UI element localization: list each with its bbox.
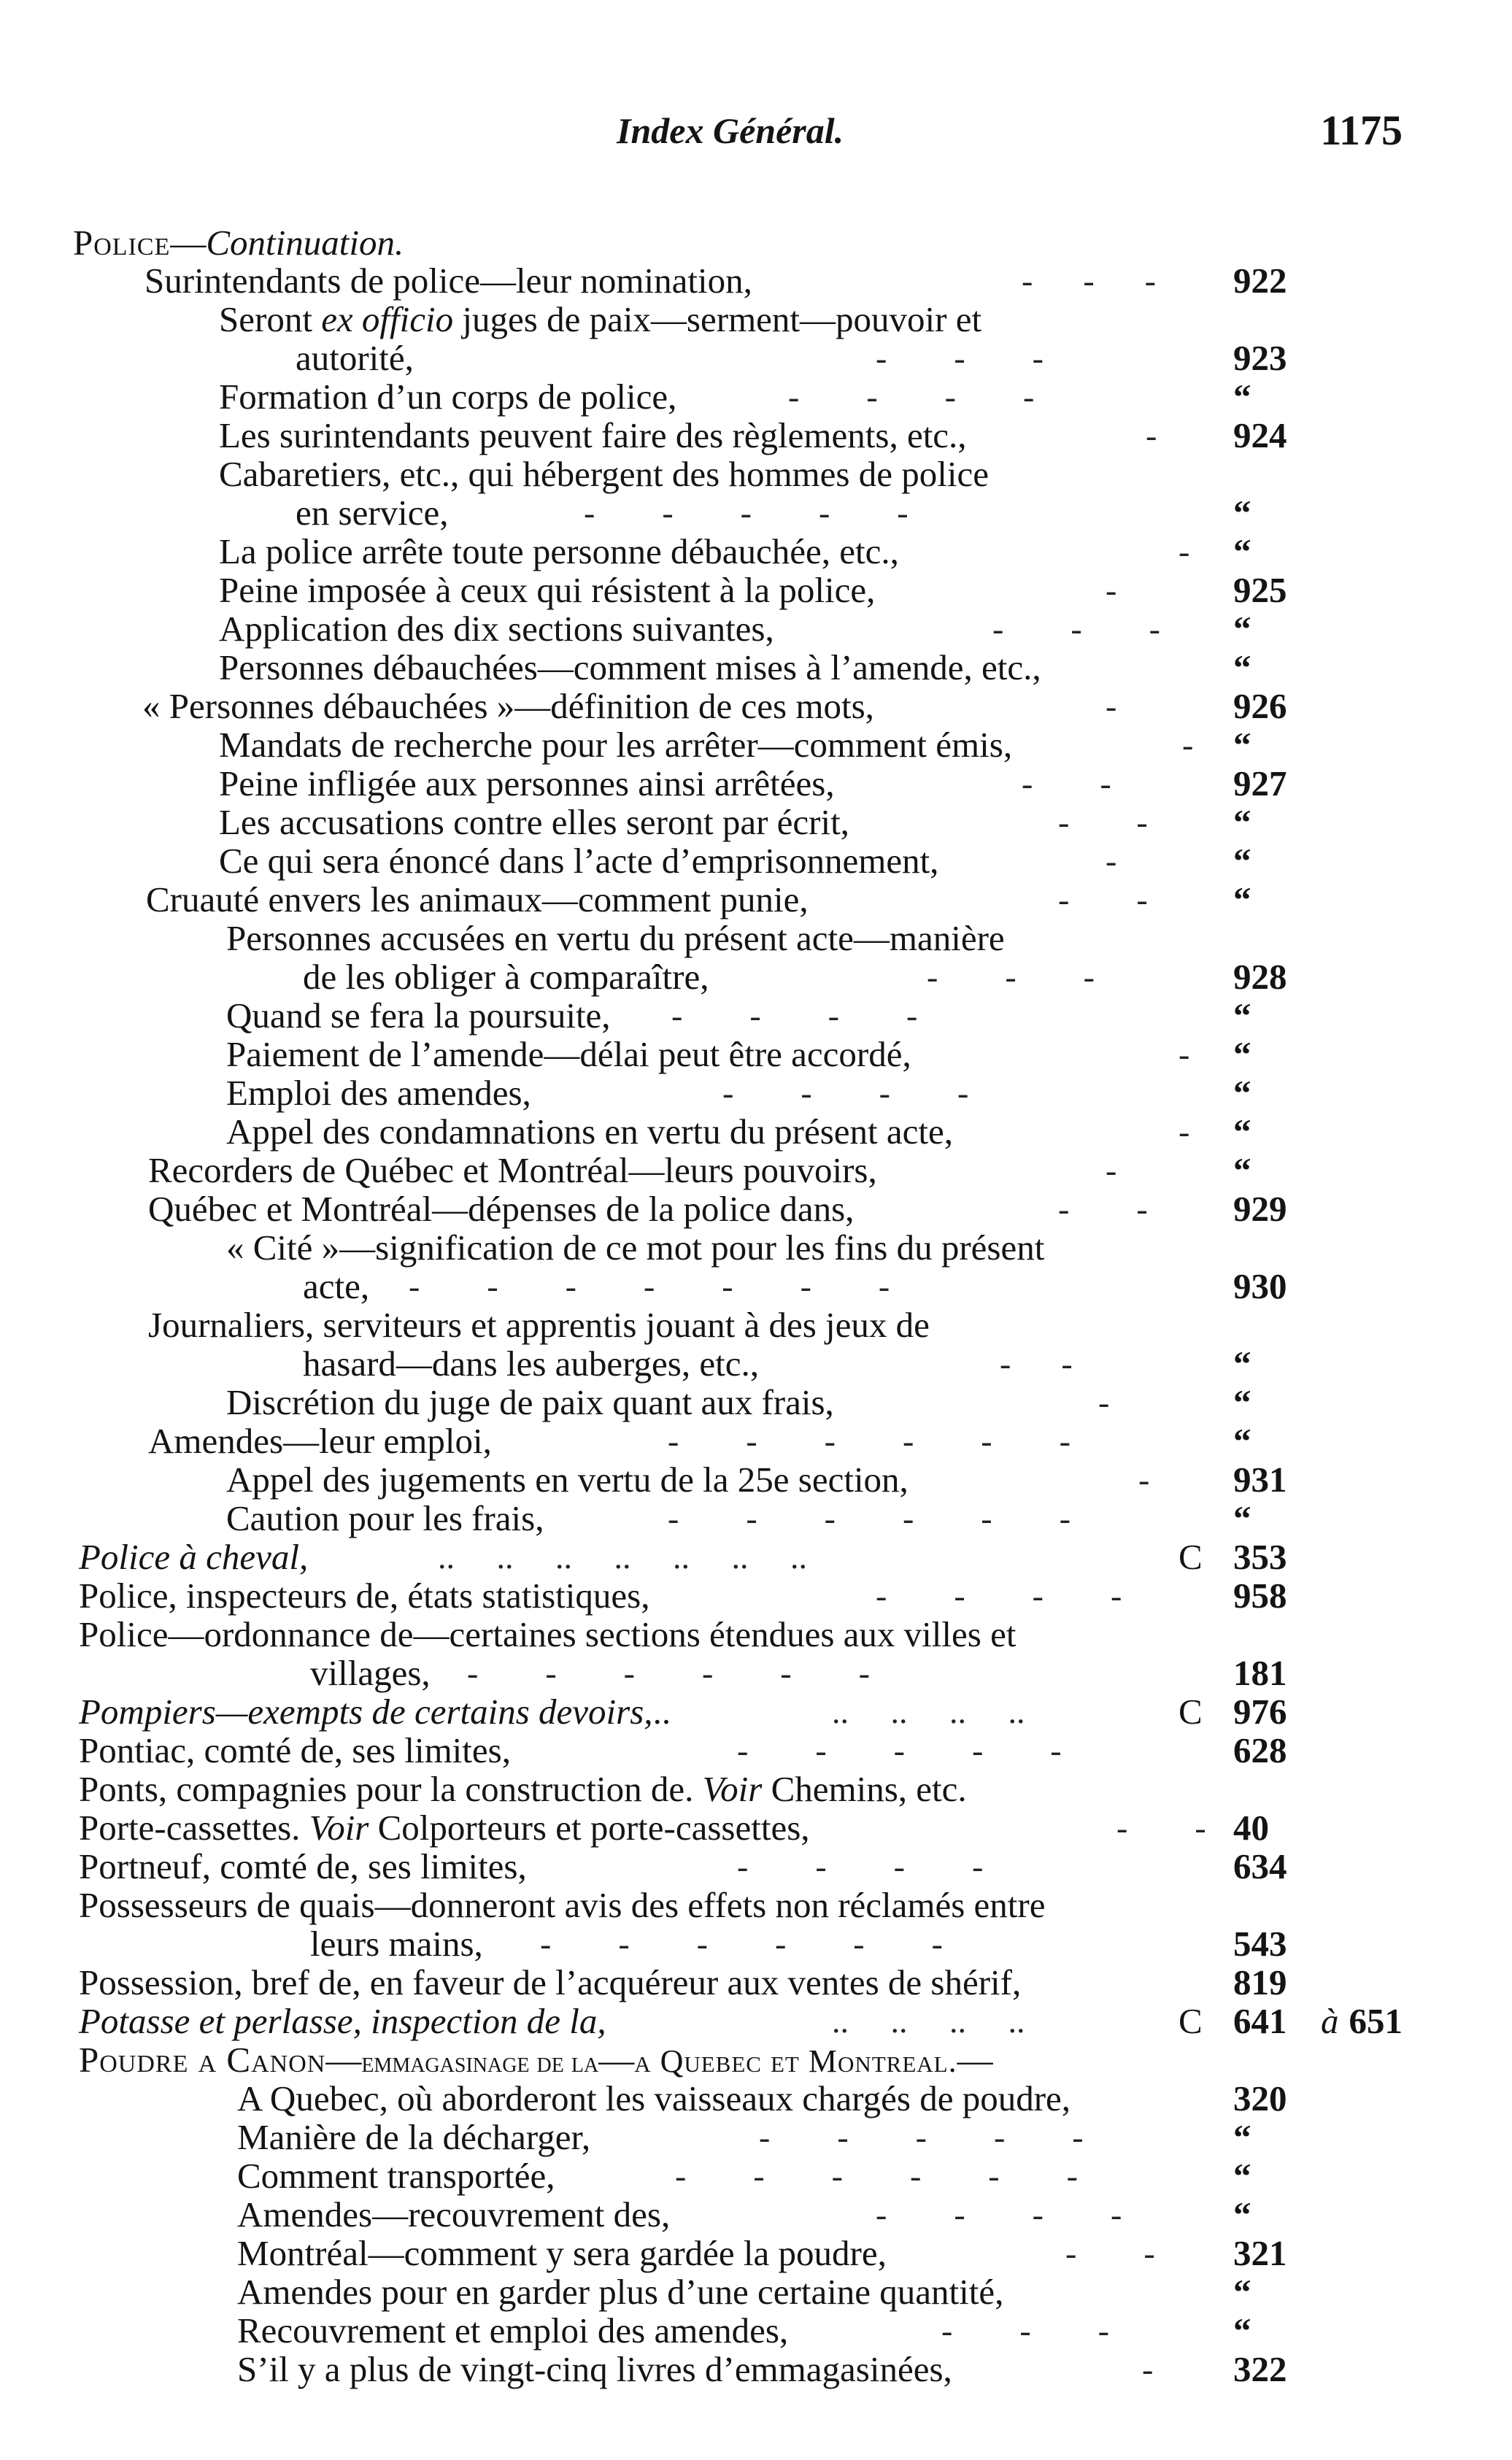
page-reference: 641 (1233, 2001, 1287, 2041)
entry-text: Porte-cassettes. Voir Colporteurs et porte-cassettes, (79, 1808, 810, 1848)
entry-text: Québec et Montréal—dépenses de la police dans, (148, 1189, 855, 1229)
index-entry (0, 609, 1512, 649)
index-entry (0, 841, 1512, 882)
entry-text: Cruauté envers les animaux—comment punie, (146, 879, 809, 919)
dot-leader: - - - - - - (668, 1422, 1071, 1460)
page-reference: “ (1233, 725, 1251, 765)
entry-text: S’il y a plus de vingt-cinq livres d’emmagasinées, (237, 2349, 952, 2389)
entry-text: Pontiac, comté de, ses limites, (79, 1730, 511, 1770)
index-entry (0, 454, 1512, 495)
entry-text: « Personnes débauchées »—définition de ces mots, (142, 686, 874, 726)
dot-leader: - - - (992, 610, 1160, 647)
index-entry (0, 1498, 1512, 1539)
dot-leader: - - (1058, 881, 1148, 918)
index-entry (0, 1189, 1512, 1230)
page-reference: “ (1233, 841, 1251, 881)
dot-leader: - (1098, 1384, 1110, 1421)
entry-text: Cabaretiers, etc., qui hébergent des hommes de police (219, 454, 989, 494)
index-entry (0, 1111, 1512, 1152)
dot-leader: - - - - (737, 1848, 984, 1885)
index-entry (0, 377, 1512, 417)
entry-text: Emploi des amendes, (226, 1073, 531, 1113)
dot-leader: - - - - - - - (409, 1268, 890, 1305)
entry-text: Personnes accusées en vertu du présent acte—manière (226, 918, 1005, 958)
entry-text: Peine infligée aux personnes ainsi arrêtées, (219, 763, 835, 803)
dot-leader: - - - - - - (467, 1654, 870, 1692)
index-entry (0, 531, 1512, 572)
index-entry (0, 1846, 1512, 1887)
page-reference: “ (1233, 2310, 1251, 2351)
page-number: 1175 (1320, 107, 1403, 154)
dot-leader: - - - - (876, 2196, 1122, 2233)
entry-text: Appel des condamnations en vertu du présent acte, (226, 1111, 954, 1152)
index-entry (0, 1305, 1512, 1346)
dot-leader: - (1106, 571, 1117, 609)
entry-text: Surintendants de police—leur nomination, (144, 261, 752, 301)
entry-text: Les surintendants peuvent faire des règlements, etc., (219, 415, 967, 455)
page-reference: “ (1233, 493, 1251, 533)
index-entry (0, 338, 1512, 379)
index-entry (0, 1885, 1512, 1926)
index-entry (0, 1614, 1512, 1655)
entry-text: Peine imposée à ceux qui résistent à la police, (219, 570, 876, 610)
page-reference: “ (1233, 2156, 1251, 2196)
entry-text: A Quebec, où aborderont les vaisseaux chargés de poudre, (237, 2078, 1071, 2118)
entry-text: Possesseurs de quais—donneront avis des effets non réclamés entre (79, 1885, 1046, 1925)
entry-text: Quand se fera la poursuite, (226, 995, 611, 1036)
page-reference: 819 (1233, 1962, 1287, 2002)
consolidated-mark: C (1179, 1692, 1203, 1732)
index-entry (0, 1730, 1512, 1771)
page-reference: 930 (1233, 1266, 1287, 1306)
dot-leader: - - - - - - (668, 1500, 1071, 1537)
entry-text: en service, (296, 493, 449, 533)
dot-leader: - - - - - (584, 494, 909, 531)
entry-text: Possession, bref de, en faveur de l’acquéreur aux ventes de shérif, (79, 1962, 1022, 2002)
entry-text: Discrétion du juge de paix quant aux frais, (226, 1382, 834, 1422)
page-reference: “ (1233, 1421, 1251, 1461)
page-reference: “ (1233, 609, 1251, 649)
entry-text: Comment transportée, (237, 2156, 555, 2196)
index-entry (0, 2117, 1512, 2158)
dot-leader: - - (1000, 1345, 1073, 1382)
entry-text: Recouvrement et emploi des amendes, (237, 2310, 789, 2351)
index-entry (0, 647, 1512, 688)
index-entry (0, 918, 1512, 959)
index-entry (0, 493, 1512, 533)
page-reference: “ (1233, 1034, 1251, 1074)
index-entry (0, 1924, 1512, 1964)
dot-leader: - - - - - (737, 1732, 1062, 1769)
dot-leader: - (1142, 2351, 1154, 2388)
page-reference: 320 (1233, 2078, 1287, 2118)
page-reference: 543 (1233, 1924, 1287, 1964)
page-reference: 628 (1233, 1730, 1287, 1770)
page-reference: 353 (1233, 1537, 1287, 1577)
dot-leader: .. .. .. .. .. .. .. (438, 1538, 807, 1576)
entry-text: Journaliers, serviteurs et apprentis jouant à des jeux de (148, 1305, 930, 1345)
page-range-end: à 651 (1321, 2001, 1403, 2041)
entry-text: Poudre a Canon—emmagasinage de la—a Quebec et Montreal.— (79, 2040, 993, 2080)
page-reference: 922 (1233, 261, 1287, 301)
dot-leader: - - - - (722, 1074, 969, 1111)
page-reference: “ (1233, 531, 1251, 571)
page-reference: “ (1233, 1073, 1251, 1113)
index-entry (0, 1692, 1512, 1732)
index-entry (0, 686, 1512, 727)
dot-leader: - (1182, 726, 1194, 763)
index-entry (0, 261, 1512, 301)
entry-text: Appel des jugements en vertu de la 25e section, (226, 1460, 909, 1500)
entry-text: Mandats de recherche pour les arrêter—comment émis, (219, 725, 1013, 765)
entry-text: Amendes—leur emploi, (148, 1421, 492, 1461)
index-entry (0, 299, 1512, 340)
dot-leader: - (1106, 842, 1117, 879)
index-entry (0, 1034, 1512, 1075)
dot-leader: - - - - - - (675, 2157, 1078, 2194)
page-reference: 322 (1233, 2349, 1287, 2389)
page-reference: 923 (1233, 338, 1287, 378)
index-entry (0, 1808, 1512, 1848)
dot-leader: - (1106, 687, 1117, 725)
index-entry (0, 995, 1512, 1036)
index-entry (0, 415, 1512, 456)
index-entry (0, 1343, 1512, 1384)
index-entry (0, 879, 1512, 920)
range-word: à (1321, 2001, 1339, 2041)
index-entry (0, 2078, 1512, 2119)
page-reference: “ (1233, 1498, 1251, 1538)
entry-text: Personnes débauchées—comment mises à l’amende, etc., (219, 647, 1041, 687)
entry-text: leurs mains, (310, 1924, 483, 1964)
page-reference: 181 (1233, 1653, 1287, 1693)
entry-text: Pompiers—exempts de certains devoirs,.. (79, 1692, 671, 1732)
index-entry (0, 957, 1512, 998)
dot-leader: - (1179, 533, 1190, 570)
page-reference: 634 (1233, 1846, 1287, 1886)
dot-leader: - - - - (671, 997, 918, 1034)
entry-text: Police à cheval, (79, 1537, 309, 1577)
index-entry (0, 570, 1512, 611)
entry-text: acte, (303, 1266, 370, 1306)
entry-text: La police arrête toute personne débauchée, etc., (219, 531, 899, 571)
index-entry (0, 2040, 1512, 2081)
entry-text: Les accusations contre elles seront par écrit, (219, 802, 849, 842)
index-entry (0, 2349, 1512, 2390)
index-entry (0, 1962, 1512, 2003)
entry-text: Paiement de l’amende—délai peut être accordé, (226, 1034, 911, 1074)
dot-leader: - - - - - (759, 2118, 1084, 2156)
entry-text: Ce qui sera énoncé dans l’acte d’emprisonnement, (219, 841, 939, 881)
running-title: Index Général. (617, 110, 844, 151)
dot-leader: - - - - (876, 1577, 1122, 1614)
page-reference: “ (1233, 1111, 1251, 1152)
index-entry (0, 1576, 1512, 1616)
index-entry (0, 1150, 1512, 1191)
page-reference: 976 (1233, 1692, 1287, 1732)
index-entry (0, 223, 1512, 263)
dot-leader: .. .. .. .. (832, 1693, 1025, 1730)
entry-text: Seront ex officio juges de paix—serment—pouvoir et (219, 299, 982, 339)
consolidated-mark: C (1179, 2001, 1203, 2041)
page-reference: 924 (1233, 415, 1287, 455)
dot-leader: - - - (927, 958, 1095, 995)
index-entry (0, 2272, 1512, 2313)
page-reference: 927 (1233, 763, 1287, 803)
dot-leader: - (1146, 417, 1157, 454)
index-entry (0, 1460, 1512, 1500)
index-entry (0, 1653, 1512, 1694)
entry-text: Police, inspecteurs de, états statistiques, (79, 1576, 650, 1616)
page-reference: 926 (1233, 686, 1287, 726)
entry-text: hasard—dans les auberges, etc., (303, 1343, 759, 1384)
page-reference: 931 (1233, 1460, 1287, 1500)
page-reference: “ (1233, 995, 1251, 1036)
dot-leader: - - - (876, 339, 1044, 377)
entry-text: de les obliger à comparaître, (303, 957, 709, 997)
entry-text: Amendes—recouvrement des, (237, 2194, 671, 2235)
entry-text: Ponts, compagnies pour la construction de. Voir Chemins, etc. (79, 1769, 967, 1809)
page-reference: “ (1233, 879, 1251, 919)
dot-leader: - (1106, 1152, 1117, 1189)
index-entry (0, 1537, 1512, 1578)
page-reference: “ (1233, 1382, 1251, 1422)
entry-text: Recorders de Québec et Montréal—leurs pouvoirs, (148, 1150, 877, 1190)
dot-leader: - - - (941, 2312, 1109, 2349)
entry-text: Police—Continuation. (73, 223, 404, 263)
index-entry (0, 763, 1512, 804)
index-entry (0, 1227, 1512, 1268)
entry-text: Montréal—comment y sera gardée la poudre, (237, 2233, 887, 2273)
index-entry (0, 1266, 1512, 1307)
page-reference: “ (1233, 802, 1251, 842)
dot-leader: - - (1022, 765, 1111, 802)
index-entry (0, 1769, 1512, 1810)
page-reference: 40 (1233, 1808, 1269, 1848)
page-reference: 925 (1233, 570, 1287, 610)
entry-text: Potasse et perlasse, inspection de la, (79, 2001, 606, 2041)
dot-leader: - - (1058, 1190, 1148, 1227)
entry-text: Formation d’un corps de police, (219, 377, 677, 417)
page-reference: “ (1233, 1150, 1251, 1190)
dot-leader: - - - (1022, 262, 1156, 299)
dot-leader: - - (1058, 803, 1148, 841)
page-reference: 929 (1233, 1189, 1287, 1229)
page-reference: “ (1233, 2272, 1251, 2312)
index-entry (0, 1382, 1512, 1423)
index-entry (0, 2156, 1512, 2197)
dot-leader: - (1138, 1461, 1150, 1498)
page-reference: 958 (1233, 1576, 1287, 1616)
index-entry (0, 802, 1512, 843)
page-reference: 321 (1233, 2233, 1287, 2273)
consolidated-mark: C (1179, 1537, 1203, 1577)
dot-leader: .. .. .. .. (832, 2002, 1025, 2040)
dot-leader: - - (1116, 1809, 1206, 1846)
entry-text: Application des dix sections suivantes, (219, 609, 774, 649)
entry-text: villages, (310, 1653, 431, 1693)
dot-leader: - (1179, 1036, 1190, 1073)
entry-text: Portneuf, comté de, ses limites, (79, 1846, 527, 1886)
entry-text: Caution pour les frais, (226, 1498, 544, 1538)
index-entry (0, 1073, 1512, 1114)
entry-text: Police—ordonnance de—certaines sections étendues aux villes et (79, 1614, 1017, 1654)
index-entry (0, 2194, 1512, 2235)
index-entry (0, 2233, 1512, 2274)
page-reference: “ (1233, 2117, 1251, 2157)
entry-text: Manière de la décharger, (237, 2117, 591, 2157)
index-entry (0, 1421, 1512, 1462)
page-header (0, 109, 1512, 168)
dot-leader: - - - - (788, 378, 1035, 415)
index-entry (0, 2001, 1512, 2042)
index-entry (0, 725, 1512, 766)
dot-leader: - - (1065, 2235, 1155, 2272)
page-reference: “ (1233, 1343, 1251, 1384)
index-entry (0, 2310, 1512, 2351)
entry-text: « Cité »—signification de ce mot pour les fins du présent (226, 1227, 1045, 1268)
page-reference: “ (1233, 2194, 1251, 2235)
page-reference: 928 (1233, 957, 1287, 997)
dot-leader: - - - - - - (540, 1925, 943, 1962)
entry-text: Amendes pour en garder plus d’une certaine quantité, (237, 2272, 1004, 2312)
entry-text: autorité, (296, 338, 414, 378)
page-reference: “ (1233, 377, 1251, 417)
page-reference: “ (1233, 647, 1251, 687)
dot-leader: - (1179, 1113, 1190, 1150)
